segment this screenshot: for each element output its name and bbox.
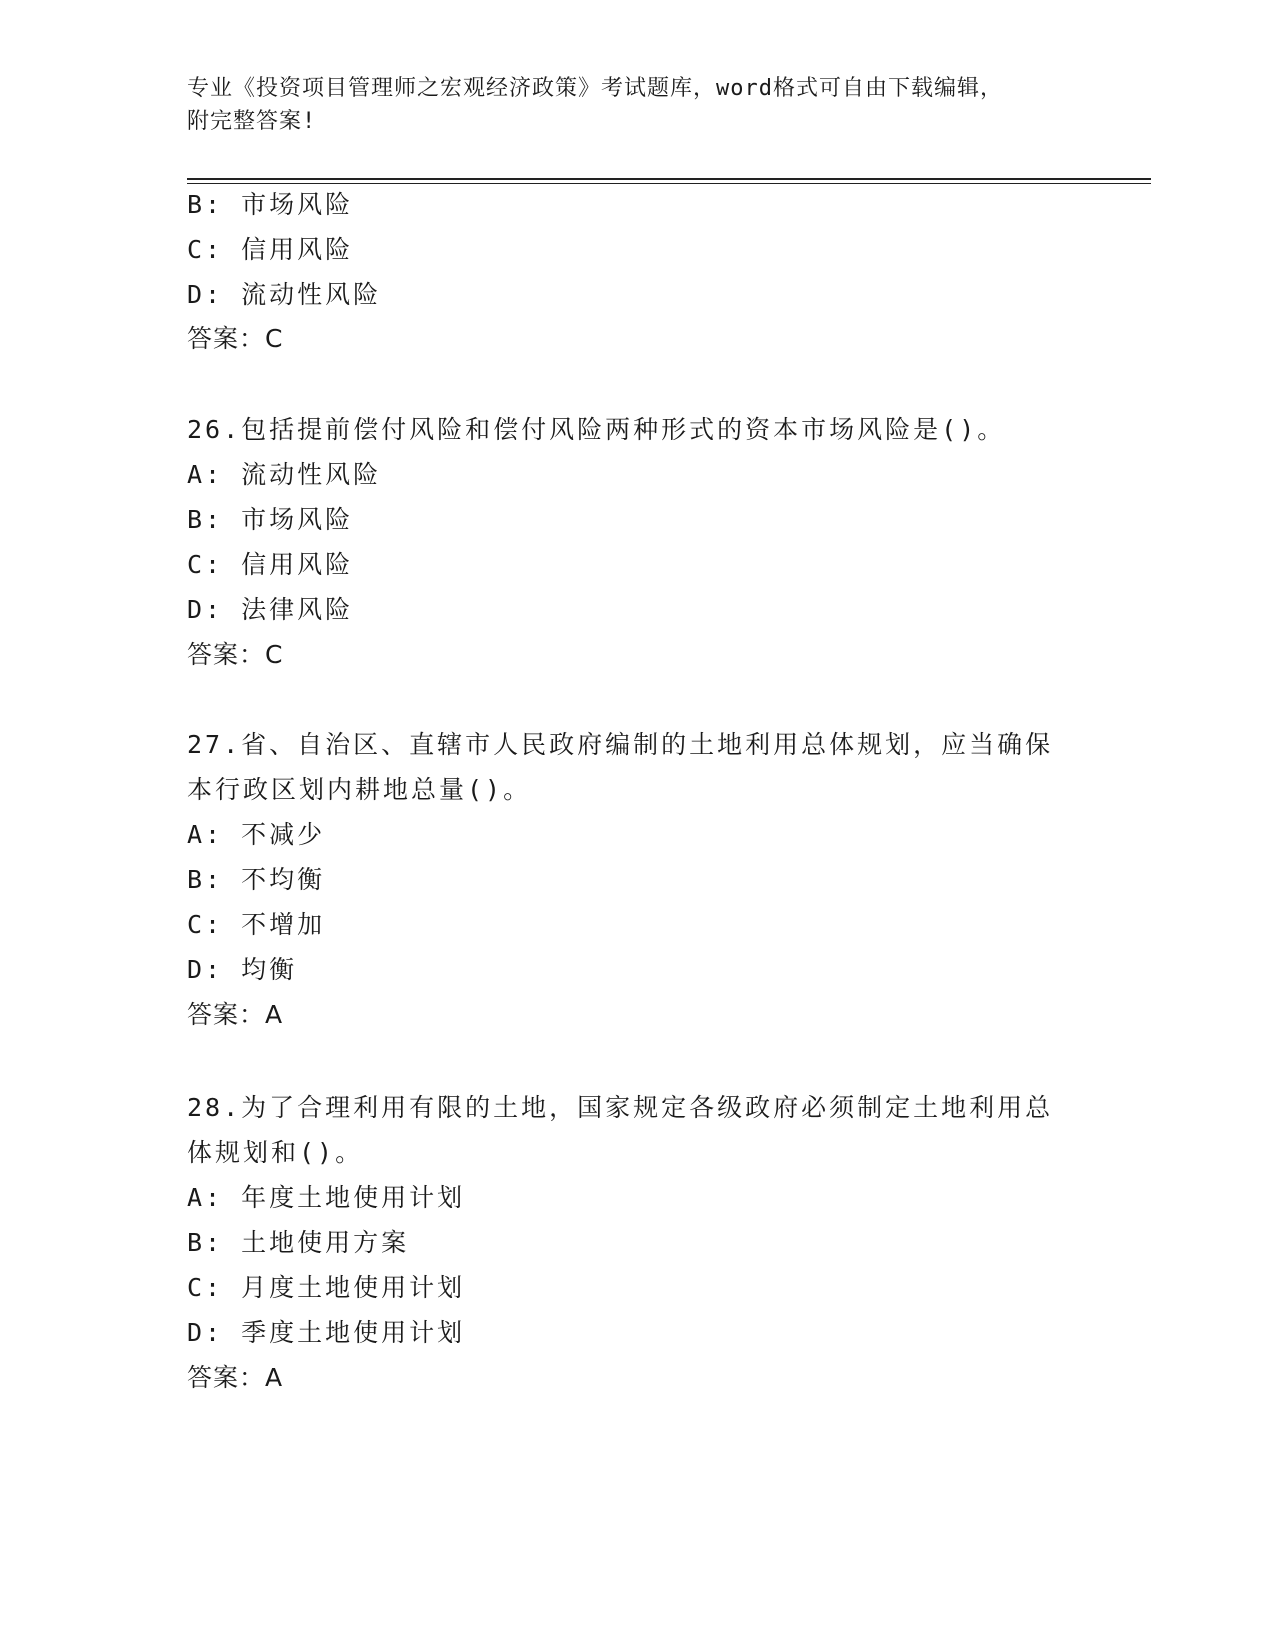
- option-b: B: 市场风险: [187, 190, 354, 219]
- answer-line: 答案：C: [187, 640, 284, 669]
- option-b: B: 土地使用方案: [187, 1228, 410, 1257]
- question-stem: 28.为了合理利用有限的土地，国家规定各级政府必须制定土地利用总: [187, 1093, 1054, 1122]
- option-b: B: 市场风险: [187, 505, 354, 534]
- option-c: C: 不增加: [187, 910, 326, 939]
- header-divider-top: [187, 178, 1151, 180]
- question-stem: 27.省、自治区、直辖市人民政府编制的土地利用总体规划，应当确保: [187, 730, 1054, 759]
- option-a: A: 流动性风险: [187, 460, 382, 489]
- answer-line: 答案：C: [187, 324, 284, 353]
- option-d: D: 均衡: [187, 955, 298, 984]
- option-d: D: 季度土地使用计划: [187, 1318, 466, 1347]
- option-a: A: 不减少: [187, 820, 326, 849]
- answer-line: 答案：A: [187, 1000, 284, 1029]
- question-stem-continued: 体规划和()。: [187, 1138, 364, 1167]
- document-header: [187, 72, 1067, 138]
- option-c: C: 信用风险: [187, 235, 354, 264]
- header-line-1: 专业《投资项目管理师之宏观经济政策》考试题库，word格式可自由下载编辑，: [187, 76, 1003, 101]
- question-stem: 26.包括提前偿付风险和偿付风险两种形式的资本市场风险是()。: [187, 415, 1006, 444]
- answer-line: 答案：A: [187, 1363, 284, 1392]
- option-d: D: 流动性风险: [187, 280, 382, 309]
- option-c: C: 信用风险: [187, 550, 354, 579]
- option-c: C: 月度土地使用计划: [187, 1273, 466, 1302]
- option-d: D: 法律风险: [187, 595, 354, 624]
- option-b: B: 不均衡: [187, 865, 326, 894]
- question-stem-continued: 本行政区划内耕地总量()。: [187, 775, 532, 804]
- header-line-2: 附完整答案!: [187, 109, 317, 134]
- option-a: A: 年度土地使用计划: [187, 1183, 466, 1212]
- header-divider-bottom: [187, 183, 1151, 184]
